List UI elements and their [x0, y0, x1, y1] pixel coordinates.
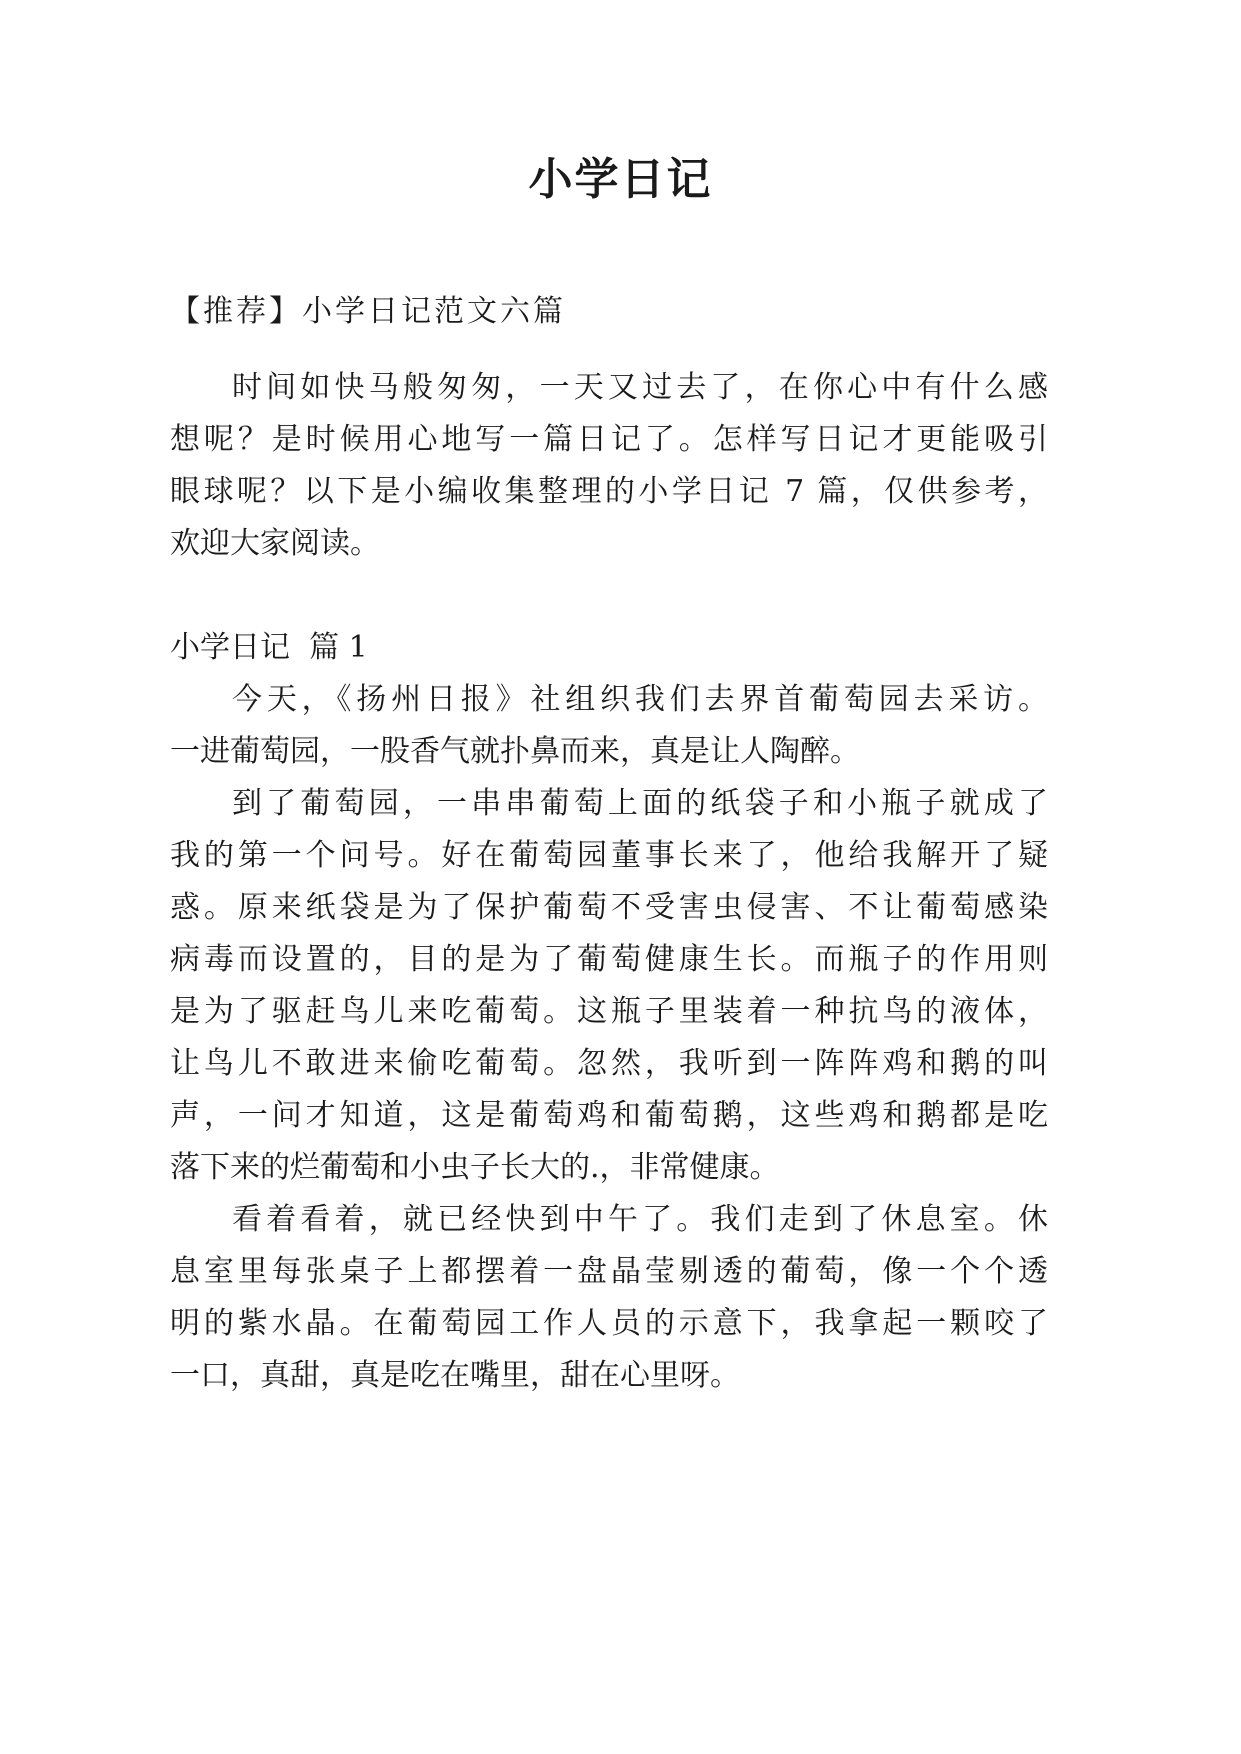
paragraph-line: 到了葡萄园，一串串葡萄上面的纸袋子和小瓶子就成了 — [232, 786, 1048, 821]
intro-line: 眼球呢？以下是小编收集整理的小学日记 7 篇，仅供参考， — [170, 474, 1048, 509]
intro-line: 想呢？是时候用心地写一篇日记了。怎样写日记才更能吸引 — [170, 422, 1048, 457]
paragraph-line: 落下来的烂葡萄和小虫子长大的.，非常健康。 — [170, 1150, 780, 1185]
paragraph-line: 息室里每张桌子上都摆着一盘晶莹剔透的葡萄，像一个个透 — [170, 1254, 1048, 1289]
paragraph-line: 是为了驱赶鸟儿来吃葡萄。这瓶子里装着一种抗鸟的液体， — [170, 994, 1048, 1029]
paragraph-line: 我的第一个问号。好在葡萄园董事长来了，他给我解开了疑 — [170, 838, 1048, 873]
subtitle: 【推荐】小学日记范文六篇 — [170, 294, 566, 329]
paragraph-line: 一进葡萄园，一股香气就扑鼻而来，真是让人陶醉。 — [170, 734, 860, 769]
page-title: 小学日记 — [528, 154, 713, 205]
intro-line: 时间如快马般匆匆，一天又过去了，在你心中有什么感 — [232, 370, 1048, 405]
paragraph-line: 今天，《扬州日报》社组织我们去界首葡萄园去采访。 — [232, 682, 1048, 717]
paragraph-line: 让鸟儿不敢进来偷吃葡萄。忽然，我听到一阵阵鸡和鹅的叫 — [170, 1046, 1048, 1081]
paragraph-line: 看着看着，就已经快到中午了。我们走到了休息室。休 — [232, 1202, 1048, 1237]
paragraph-line: 声，一问才知道，这是葡萄鸡和葡萄鹅，这些鸡和鹅都是吃 — [170, 1098, 1048, 1133]
intro-line: 欢迎大家阅读。 — [170, 526, 380, 561]
paragraph-line: 明的紫水晶。在葡萄园工作人员的示意下，我拿起一颗咬了 — [170, 1306, 1048, 1341]
section-heading: 小学日记 篇 1 — [170, 630, 368, 665]
paragraph-line: 一口，真甜，真是吃在嘴里，甜在心里呀。 — [170, 1358, 740, 1393]
paragraph-line: 病毒而设置的，目的是为了葡萄健康生长。而瓶子的作用则 — [170, 942, 1048, 977]
paragraph-line: 惑。原来纸袋是为了保护葡萄不受害虫侵害、不让葡萄感染 — [170, 890, 1048, 925]
